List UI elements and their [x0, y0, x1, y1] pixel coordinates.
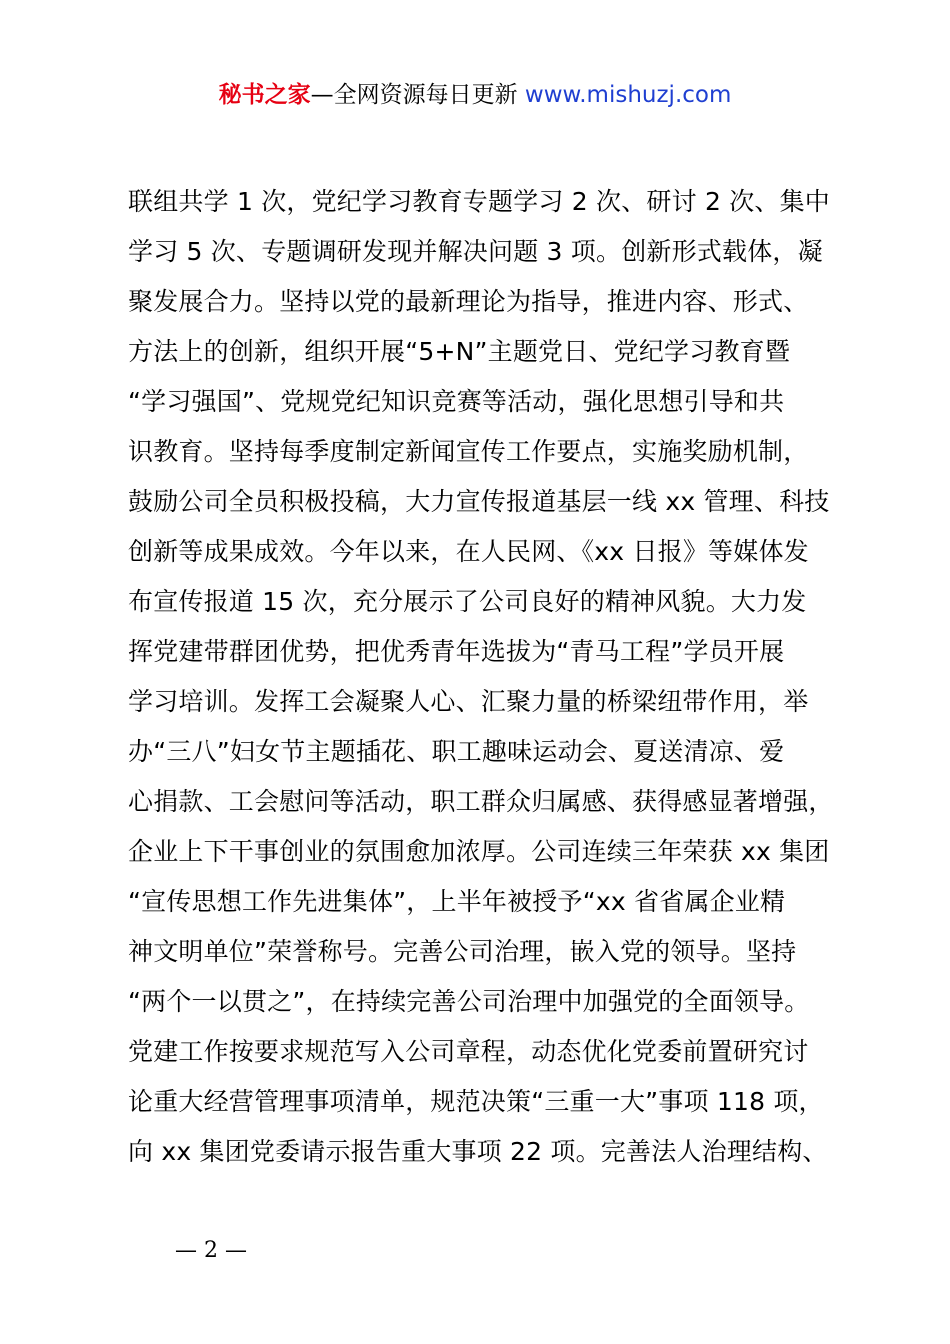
body-line-14: 企业上下干事创业的氛围愈加浓厚。公司连续三年荣获 xx 集团: [128, 837, 830, 866]
body-line-12: 办“三八”妇女节主题插花、职工趣味运动会、夏送清凉、爱: [128, 737, 785, 766]
body-line-11: 学习培训。发挥工会凝聚人心、汇聚力量的桥梁纽带作用，举: [128, 687, 809, 716]
body-line-8: 创新等成果成效。今年以来，在人民网、《xx 日报》等媒体发: [128, 537, 809, 566]
body-line-5: “学习强国”、党规党纪知识竞赛等活动，强化思想引导和共: [128, 387, 785, 416]
body-line-6: 识教育。坚持每季度制定新闻宣传工作要点，实施奖励机制，: [128, 437, 809, 466]
body-line-15: “宣传思想工作先进集体”，上半年被授予“xx 省省属企业精: [128, 887, 786, 916]
body-line-4: 方法上的创新，组织开展“5+N”主题党日、党纪学习教育暨: [128, 337, 791, 366]
body-line-9: 布宣传报道 15 次，充分展示了公司良好的精神风貌。大力发: [128, 587, 807, 616]
body-line-18: 党建工作按要求规范写入公司章程，动态优化党委前置研究讨: [128, 1037, 809, 1066]
body-line-2: 学习 5 次、专题调研发现并解决问题 3 项。创新形式载体，凝: [128, 237, 823, 266]
body-line-16: 神文明单位”荣誉称号。完善公司治理，嵌入党的领导。坚持: [128, 937, 797, 966]
body-line-7: 鼓励公司全员积极投稿，大力宣传报道基层一线 xx 管理、科技: [128, 487, 830, 516]
page-number: — 2 —: [175, 1238, 247, 1263]
page-header: [0, 78, 950, 112]
body-line-10: 挥党建带群团优势，把优秀青年选拔为“青马工程”学员开展: [128, 637, 785, 666]
body-line-19: 论重大经营管理事项清单，规范决策“三重一大”事项 118 项，: [128, 1087, 824, 1116]
header-brand: 秘书之家: [218, 82, 311, 108]
body-line-13: 心捐款、工会慰问等活动，职工群众归属感、获得感显著增强，: [128, 787, 834, 816]
body-line-17: “两个一以贯之”，在持续完善公司治理中加强党的全面领导。: [128, 987, 810, 1016]
body-line-1: 联组共学 1 次，党纪学习教育专题学习 2 次、研讨 2 次、集中: [128, 187, 830, 216]
header-tagline: —全网资源每日更新: [310, 82, 525, 108]
body-line-3: 聚发展合力。坚持以党的最新理论为指导，推进内容、形式、: [128, 287, 809, 316]
body-line-20: 向 xx 集团党委请示报告重大事项 22 项。完善法人治理结构、: [128, 1137, 828, 1166]
header-url-link[interactable]: www.mishuzj.com: [524, 82, 732, 108]
